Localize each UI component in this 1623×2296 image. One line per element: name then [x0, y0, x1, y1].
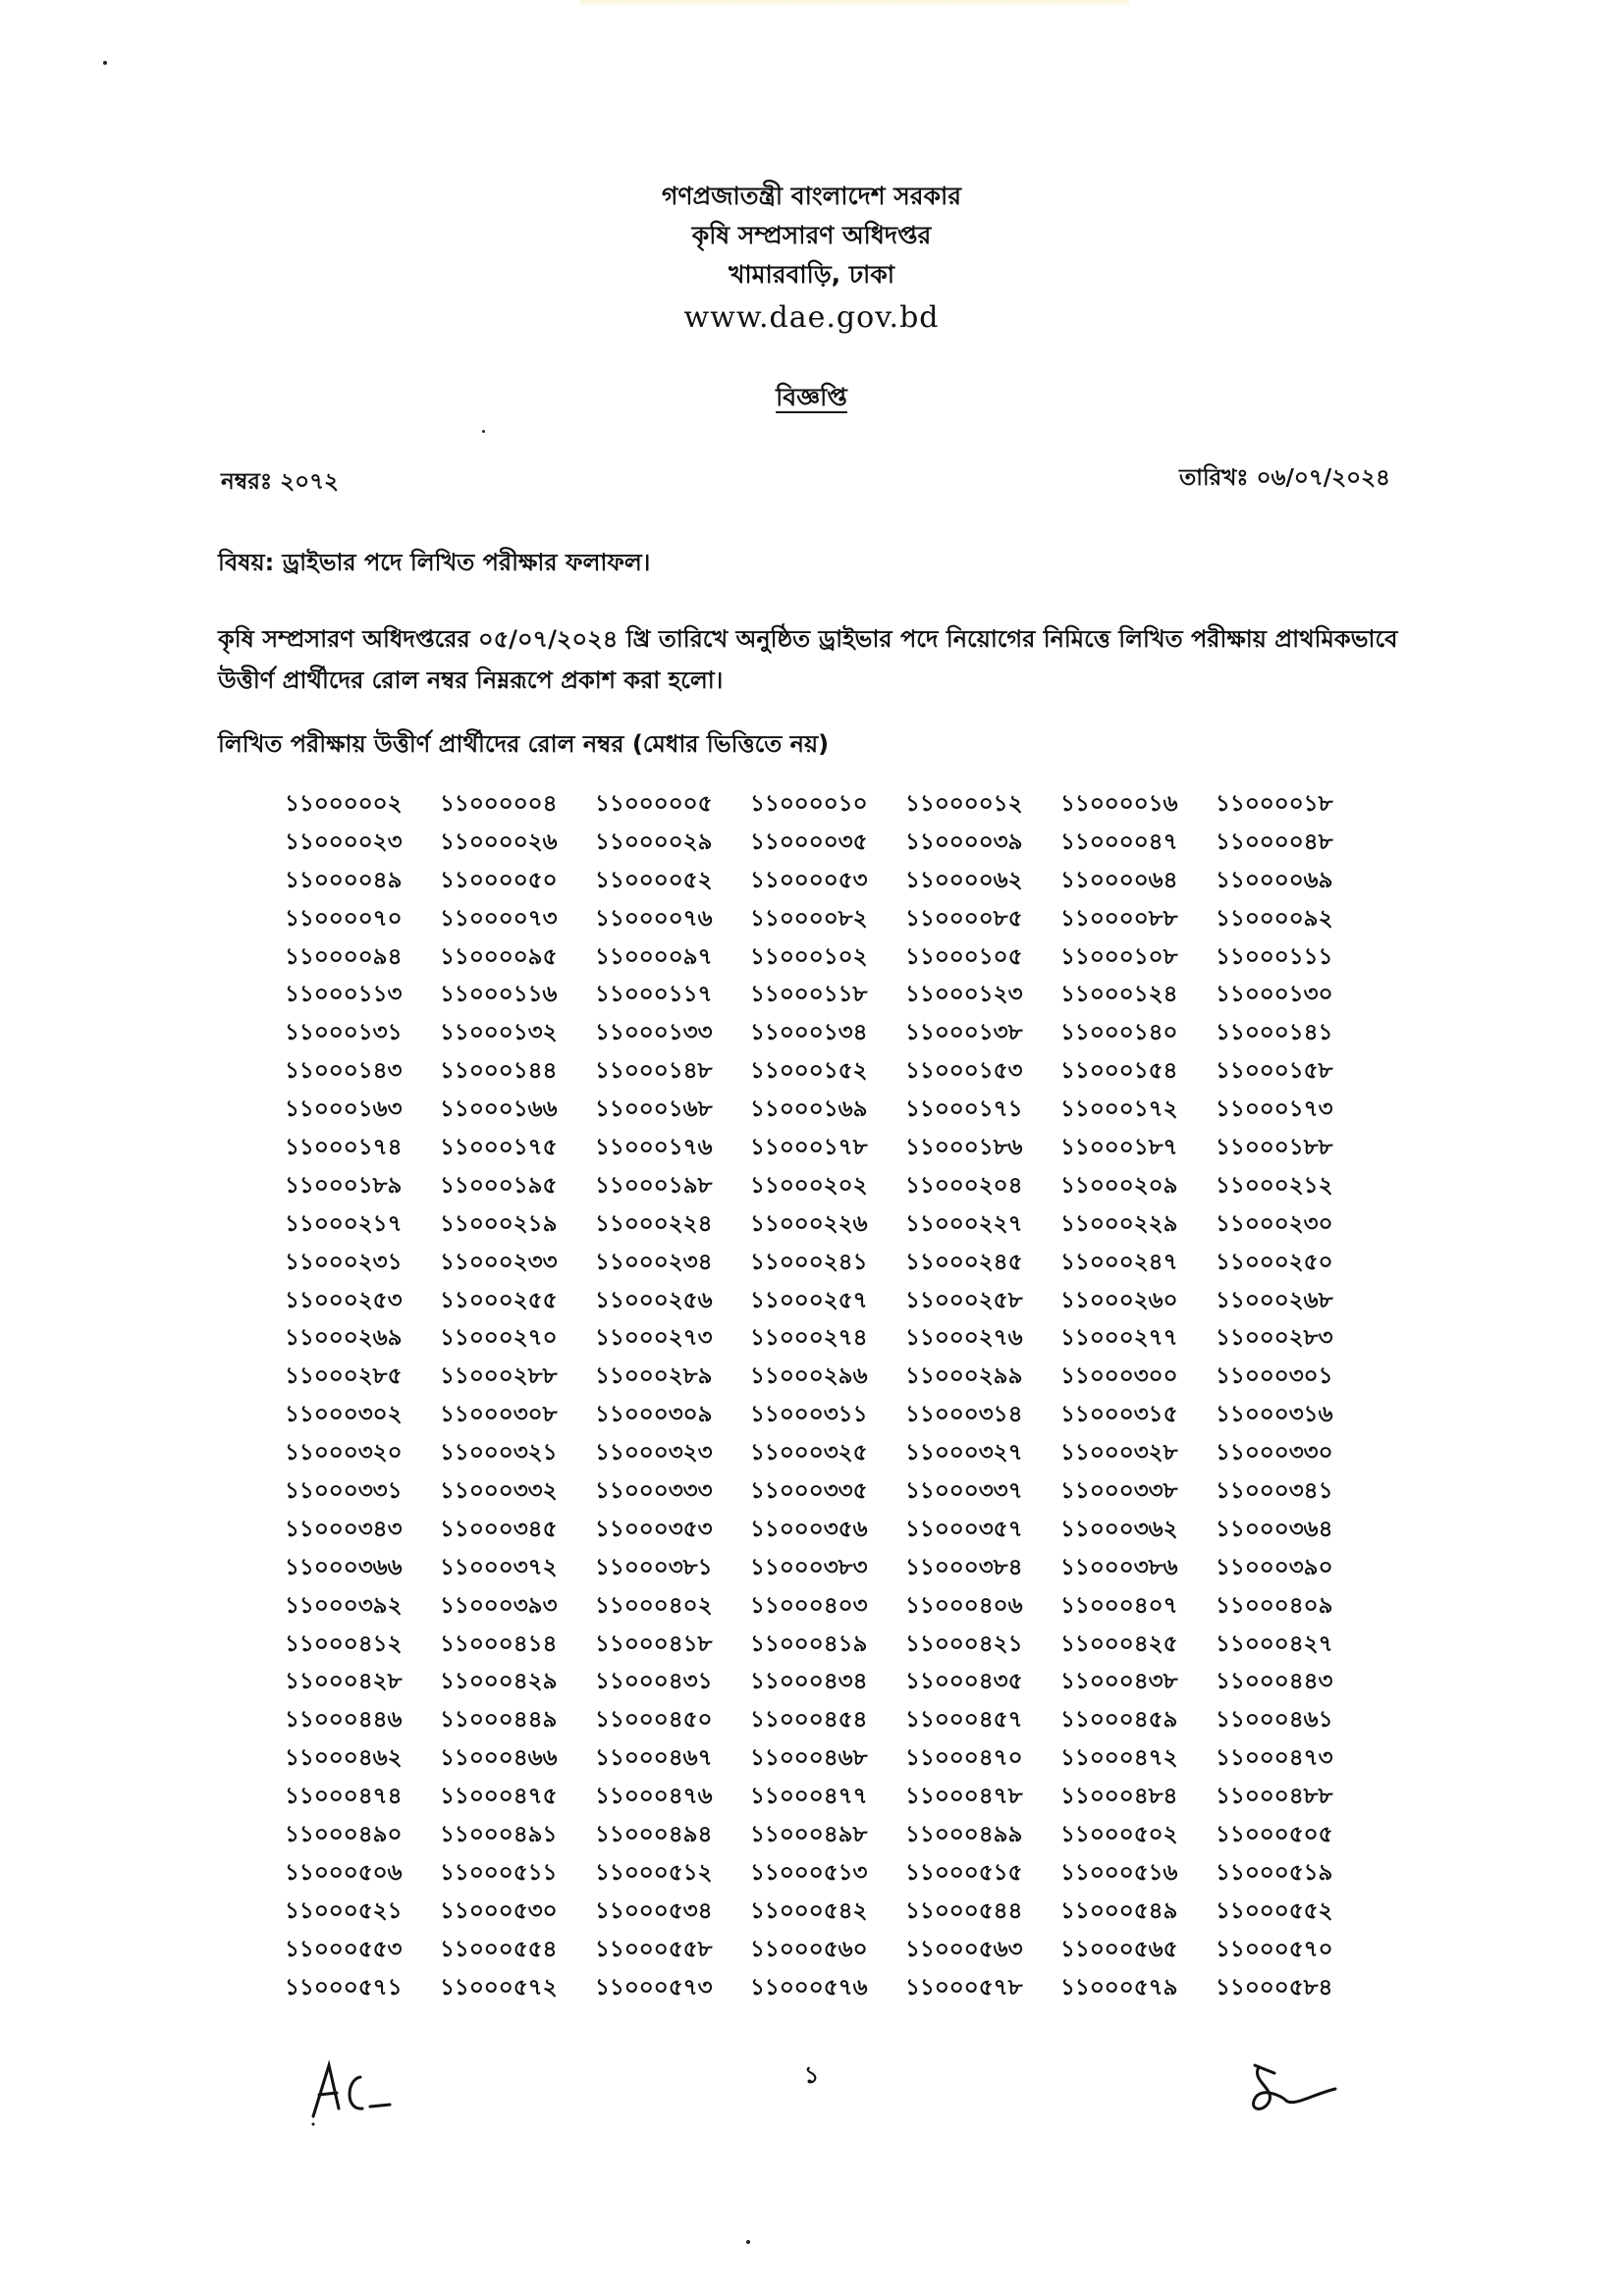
- roll-number: ১১০০০৪৫৪: [750, 1707, 868, 1734]
- roll-number: ১১০০০০৯২: [1216, 905, 1333, 932]
- roll-number: ১১০০০৫৭৮: [905, 1974, 1023, 2001]
- roll-number: ১১০০০০৫৩: [750, 867, 868, 893]
- roll-number: ১১০০০২১৯: [440, 1210, 558, 1237]
- roll-number: ১১০০০২২৯: [1060, 1210, 1178, 1237]
- roll-number: ১১০০০৪৪৩: [1216, 1669, 1333, 1695]
- roll-number: ১১০০০৩২৩: [595, 1440, 713, 1467]
- roll-number: ১১০০০০০৫: [595, 791, 713, 817]
- scan-smudge: [579, 0, 1129, 8]
- roll-number: ১১০০০৩৫৭: [905, 1516, 1023, 1542]
- roll-number: ১১০০০৩০২: [285, 1402, 403, 1428]
- roll-number: ১১০০০৫১২: [595, 1859, 713, 1886]
- roll-number: ১১০০০৪২৫: [1060, 1630, 1178, 1657]
- roll-number: ১১০০০২৪১: [750, 1249, 868, 1275]
- page-number: ১: [803, 2061, 820, 2089]
- roll-number: ১১০০০৫১৫: [905, 1859, 1023, 1886]
- roll-number: ১১০০০৩৮৬: [1060, 1554, 1178, 1580]
- roll-number: ১১০০০৩২৭: [905, 1440, 1023, 1467]
- roll-number-table: [285, 785, 1375, 2007]
- roll-number: ১১০০০৪৩৪: [750, 1669, 868, 1695]
- roll-list-heading: লিখিত পরীক্ষায় উত্তীর্ণ প্রার্থীদের রোল নম্বর (মেধার ভিত্তিতে নয়): [218, 730, 830, 758]
- roll-number: ১১০০০৩০৮: [440, 1402, 558, 1428]
- roll-number: ১১০০০৩৩৫: [750, 1478, 868, 1505]
- roll-number: ১১০০০১৩৮: [905, 1020, 1023, 1046]
- roll-number: ১১০০০২১২: [1216, 1172, 1333, 1199]
- roll-number: ১১০০০৪০২: [595, 1592, 713, 1619]
- roll-number: ১১০০০১২৪: [1060, 982, 1178, 1008]
- roll-number: ১১০০০২২৭: [905, 1210, 1023, 1237]
- signature-left: [309, 2059, 417, 2128]
- roll-number: ১১০০০২৪৭: [1060, 1249, 1178, 1275]
- roll-number: ১১০০০৩২১: [440, 1440, 558, 1467]
- roll-number: ১১০০০২৩৪: [595, 1249, 713, 1275]
- roll-number: ১১০০০৪৬১: [1216, 1707, 1333, 1734]
- roll-number: ১১০০০৪২১: [905, 1630, 1023, 1657]
- roll-number: ১১০০০১৮৯: [285, 1172, 403, 1199]
- letterhead: [0, 177, 1623, 340]
- roll-number: ১১০০০৩৩০: [1216, 1440, 1333, 1467]
- roll-number: ১১০০০১৫২: [750, 1058, 868, 1085]
- roll-number: ১১০০০২৫৮: [905, 1287, 1023, 1313]
- roll-number: ১১০০০২৬৮: [1216, 1287, 1333, 1313]
- roll-number: ১১০০০৪১৪: [440, 1630, 558, 1657]
- roll-number: ১১০০০৫১৯: [1216, 1859, 1333, 1886]
- roll-number: ১১০০০৫৫৮: [595, 1936, 713, 1962]
- roll-number: ১১০০০৩৮১: [595, 1554, 713, 1580]
- roll-number: ১১০০০৪২৮: [285, 1669, 403, 1695]
- roll-number: ১১০০০১৮৭: [1060, 1135, 1178, 1161]
- roll-number: ১১০০০৪০৬: [905, 1592, 1023, 1619]
- roll-number: ১১০০০৪৭৫: [440, 1784, 558, 1810]
- memo-date: তারিখঃ ০৬/০৭/২০২৪: [1179, 465, 1390, 491]
- roll-number: ১১০০০০৭৬: [595, 905, 713, 932]
- roll-number: ১১০০০৩৩২: [440, 1478, 558, 1505]
- roll-number: ১১০০০২৫৭: [750, 1287, 868, 1313]
- roll-number: ১১০০০০৫২: [595, 867, 713, 893]
- roll-number: ১১০০০৪৬৭: [595, 1745, 713, 1772]
- roll-number: ১১০০০৫৫৪: [440, 1936, 558, 1962]
- roll-number: ১১০০০০৩৯: [905, 828, 1023, 855]
- roll-number: ১১০০০২৮৮: [440, 1363, 558, 1390]
- roll-number: ১১০০০১১৬: [440, 982, 558, 1008]
- roll-number: ১১০০০৪৯৯: [905, 1822, 1023, 1848]
- roll-number: ১১০০০০১৬: [1060, 791, 1178, 817]
- roll-number: ১১০০০৪৯১: [440, 1822, 558, 1848]
- roll-number: ১১০০০৫১৬: [1060, 1859, 1178, 1886]
- roll-number: ১১০০০২৩১: [285, 1249, 403, 1275]
- roll-number: ১১০০০০৮৫: [905, 905, 1023, 932]
- roll-number: ১১০০০১১৭: [595, 982, 713, 1008]
- roll-number: ১১০০০২২৬: [750, 1210, 868, 1237]
- roll-number: ১১০০০৩০৯: [595, 1402, 713, 1428]
- roll-number: ১১০০০৫২১: [285, 1897, 403, 1924]
- roll-number: ১১০০০০৯৭: [595, 943, 713, 970]
- roll-number: ১১০০০৪২৯: [440, 1669, 558, 1695]
- roll-number: ১১০০০৩৫৩: [595, 1516, 713, 1542]
- roll-number: ১১০০০২৮৩: [1216, 1325, 1333, 1352]
- roll-number: ১১০০০৫০২: [1060, 1822, 1178, 1848]
- roll-number: ১১০০০৪৩১: [595, 1669, 713, 1695]
- roll-number: ১১০০০৪২৭: [1216, 1630, 1333, 1657]
- roll-number: ১১০০০১৯৫: [440, 1172, 558, 1199]
- roll-number: ১১০০০০৬২: [905, 867, 1023, 893]
- roll-number: ১১০০০১৫৪: [1060, 1058, 1178, 1085]
- roll-number: ১১০০০০৪৮: [1216, 828, 1333, 855]
- roll-number: ১১০০০৪৭৩: [1216, 1745, 1333, 1772]
- roll-number: ১১০০০৪৭৭: [750, 1784, 868, 1810]
- roll-number: ১১০০০০২৬: [440, 828, 558, 855]
- roll-number: ১১০০০৫৫২: [1216, 1897, 1333, 1924]
- roll-number: ১১০০০০১২: [905, 791, 1023, 817]
- roll-number: ১১০০০৪৩৫: [905, 1669, 1023, 1695]
- roll-number: ১১০০০৫৩০: [440, 1897, 558, 1924]
- roll-number: ১১০০০৩৫৬: [750, 1516, 868, 1542]
- roll-number: ১১০০০২৮৫: [285, 1363, 403, 1390]
- roll-number: ১১০০০৪৯৮: [750, 1822, 868, 1848]
- roll-number: ১১০০০০৭৩: [440, 905, 558, 932]
- roll-number: ১১০০০৪৭৬: [595, 1784, 713, 1810]
- roll-number: ১১০০০৪০৯: [1216, 1592, 1333, 1619]
- roll-number: ১১০০০৪৮৮: [1216, 1784, 1333, 1810]
- roll-number: ১১০০০৫৪৪: [905, 1897, 1023, 1924]
- roll-number: ১১০০০১৮৬: [905, 1135, 1023, 1161]
- roll-number: ১১০০০১৭৬: [595, 1135, 713, 1161]
- roll-number: ১১০০০৩৮৪: [905, 1554, 1023, 1580]
- roll-number: ১১০০০৫৬০: [750, 1936, 868, 1962]
- roll-number: ১১০০০১৬৮: [595, 1096, 713, 1123]
- memo-number: নম্বরঃ ২০৭২: [221, 469, 340, 495]
- roll-number: ১১০০০৩৮৩: [750, 1554, 868, 1580]
- roll-number: ১১০০০৫১৩: [750, 1859, 868, 1886]
- roll-number: ১১০০০২১৭: [285, 1210, 403, 1237]
- roll-number: ১১০০০৫৫৩: [285, 1936, 403, 1962]
- roll-number: ১১০০০৪৭৮: [905, 1784, 1023, 1810]
- roll-number: ১১০০০০২৯: [595, 828, 713, 855]
- roll-number: ১১০০০১৪১: [1216, 1020, 1333, 1046]
- roll-number: ১১০০০৩১১: [750, 1402, 868, 1428]
- notice-title: [0, 378, 1623, 420]
- roll-number: ১১০০০৩১৬: [1216, 1402, 1333, 1428]
- roll-number: ১১০০০২৩০: [1216, 1210, 1333, 1237]
- roll-number: ১১০০০৪৭২: [1060, 1745, 1178, 1772]
- roll-number: ১১০০০৫০৫: [1216, 1822, 1333, 1848]
- roll-number: ১১০০০৪৭০: [905, 1745, 1023, 1772]
- roll-number: ১১০০০৪৬৮: [750, 1745, 868, 1772]
- roll-number: ১১০০০০৯৪: [285, 943, 403, 970]
- roll-number: ১১০০০১৫৩: [905, 1058, 1023, 1085]
- roll-number: ১১০০০২৬০: [1060, 1287, 1178, 1313]
- roll-number: ১১০০০২৬৯: [285, 1325, 403, 1352]
- roll-number: ১১০০০১৩২: [440, 1020, 558, 1046]
- roll-number: ১১০০০১৩১: [285, 1020, 403, 1046]
- roll-number: ১১০০০১২৩: [905, 982, 1023, 1008]
- signature-right: [1247, 2059, 1345, 2128]
- roll-number: ১১০০০২৭৩: [595, 1325, 713, 1352]
- roll-number: ১১০০০০৪৭: [1060, 828, 1178, 855]
- roll-number: ১১০০০৪৫৭: [905, 1707, 1023, 1734]
- body-paragraph: কৃষি সম্প্রসারণ অধিদপ্তরের ০৫/০৭/২০২৪ খ্রি তারিখে অনুষ্ঠিত ড্রাইভার পদে নিয়োগের নিমিত্তে লিখিত পরীক্ষায় প্রাথমিকভাবে উত্তীর্ণ প্রার্থীদের রোল নম্বর নিম্নরূপে প্রকাশ করা হলো।: [218, 625, 1398, 694]
- roll-number: ১১০০০১৩০: [1216, 982, 1333, 1008]
- roll-number: ১১০০০০৪৯: [285, 867, 403, 893]
- roll-number: ১১০০০১৫৮: [1216, 1058, 1333, 1085]
- roll-number: ১১০০০০৮২: [750, 905, 868, 932]
- roll-number: ১১০০০০৮৮: [1060, 905, 1178, 932]
- roll-number: ১১০০০০০৪: [440, 791, 558, 817]
- roll-number: ১১০০০৩২৮: [1060, 1440, 1178, 1467]
- roll-number: ১১০০০৪১৮: [595, 1630, 713, 1657]
- roll-number: ১১০০০৩৩৮: [1060, 1478, 1178, 1505]
- roll-number: ১১০০০২৯৬: [750, 1363, 868, 1390]
- roll-number: ১১০০০৪৮৪: [1060, 1784, 1178, 1810]
- roll-number: ১১০০০২৫৬: [595, 1287, 713, 1313]
- roll-number: ১১০০০৩৪৩: [285, 1516, 403, 1542]
- roll-number: ১১০০০২২৪: [595, 1210, 713, 1237]
- roll-number: ১১০০০৪০৩: [750, 1592, 868, 1619]
- roll-number: ১১০০০১১৩: [285, 982, 403, 1008]
- roll-number: ১১০০০১৩৩: [595, 1020, 713, 1046]
- roll-number: ১১০০০১৪৮: [595, 1058, 713, 1085]
- roll-number: ১১০০০২০২: [750, 1172, 868, 1199]
- roll-number: ১১০০০৩২৫: [750, 1440, 868, 1467]
- roll-number: ১১০০০৪৫০: [595, 1707, 713, 1734]
- roll-number: ১১০০০২৫৩: [285, 1287, 403, 1313]
- roll-number: ১১০০০১৭৪: [285, 1135, 403, 1161]
- roll-number: ১১০০০৩৯২: [285, 1592, 403, 1619]
- roll-number: ১১০০০২৮৯: [595, 1363, 713, 1390]
- roll-number: ১১০০০২৫৫: [440, 1287, 558, 1313]
- roll-number: ১১০০০৪৫৯: [1060, 1707, 1178, 1734]
- roll-number: ১১০০০৩৩৭: [905, 1478, 1023, 1505]
- roll-number: ১১০০০৫৬৩: [905, 1936, 1023, 1962]
- roll-number: ১১০০০১১৮: [750, 982, 868, 1008]
- roll-number: ১১০০০৪০৭: [1060, 1592, 1178, 1619]
- roll-number: ১১০০০৪৭৪: [285, 1784, 403, 1810]
- roll-number: ১১০০০১৬৩: [285, 1096, 403, 1123]
- roll-number: ১১০০০২০৯: [1060, 1172, 1178, 1199]
- roll-number: ১১০০০৩৭২: [440, 1554, 558, 1580]
- roll-number: ১১০০০১৭২: [1060, 1096, 1178, 1123]
- roll-number: ১১০০০০১৮: [1216, 791, 1333, 817]
- roll-number: ১১০০০৩৬৪: [1216, 1516, 1333, 1542]
- roll-number: ১১০০০২৭৭: [1060, 1325, 1178, 1352]
- roll-number: ১১০০০৩৪১: [1216, 1478, 1333, 1505]
- roll-number: ১১০০০৩৩১: [285, 1478, 403, 1505]
- roll-number: ১১০০০৪৬২: [285, 1745, 403, 1772]
- roll-number: ১১০০০৫৩৪: [595, 1897, 713, 1924]
- roll-number: ১১০০০০০২: [285, 791, 403, 817]
- roll-number: ১১০০০১৭৫: [440, 1135, 558, 1161]
- roll-number: ১১০০০৫৭০: [1216, 1936, 1333, 1962]
- roll-number: ১১০০০১১১: [1216, 943, 1333, 970]
- roll-number: ১১০০০১৩৪: [750, 1020, 868, 1046]
- office-address: খামারবাড়ি, ঢাকা: [728, 260, 895, 289]
- department-name: কৃষি সম্প্রসারণ অধিদপ্তর: [691, 221, 932, 249]
- roll-number: ১১০০০৫৪২: [750, 1897, 868, 1924]
- roll-number: ১১০০০২০৪: [905, 1172, 1023, 1199]
- roll-number: ১১০০০১৯৮: [595, 1172, 713, 1199]
- roll-number: ১১০০০৩১৪: [905, 1402, 1023, 1428]
- roll-number: ১১০০০১৪৪: [440, 1058, 558, 1085]
- roll-number: ১১০০০০৬৪: [1060, 867, 1178, 893]
- roll-number: ১১০০০৫০৬: [285, 1859, 403, 1886]
- roll-number: ১১০০০৩৬৬: [285, 1554, 403, 1580]
- roll-number: ১১০০০২৪৫: [905, 1249, 1023, 1275]
- roll-number: ১১০০০০৫০: [440, 867, 558, 893]
- roll-number: ১১০০০০১০: [750, 791, 868, 817]
- roll-number: ১১০০০১৬৬: [440, 1096, 558, 1123]
- roll-number: ১১০০০৩৬২: [1060, 1516, 1178, 1542]
- roll-number: ১১০০০৩৯০: [1216, 1554, 1333, 1580]
- roll-number: ১১০০০০২৩: [285, 828, 403, 855]
- roll-number: ১১০০০৩৩৩: [595, 1478, 713, 1505]
- roll-number: ১১০০০১৮৮: [1216, 1135, 1333, 1161]
- govt-name: গণপ্রজাতন্ত্রী বাংলাদেশ সরকার: [662, 182, 961, 210]
- roll-number: ১১০০০৩৯৩: [440, 1592, 558, 1619]
- roll-number: ১১০০০৩২০: [285, 1440, 403, 1467]
- roll-number: ১১০০০৪৯০: [285, 1822, 403, 1848]
- roll-number: ১১০০০৪৬৬: [440, 1745, 558, 1772]
- roll-number: ১১০০০৪১২: [285, 1630, 403, 1657]
- roll-number: ১১০০০২৯৯: [905, 1363, 1023, 1390]
- roll-number: ১১০০০৪৩৮: [1060, 1669, 1178, 1695]
- roll-number: ১১০০০৫৭২: [440, 1974, 558, 2001]
- roll-number: ১১০০০১০৮: [1060, 943, 1178, 970]
- scan-speck: [103, 61, 107, 65]
- roll-number: ১১০০০১৭১: [905, 1096, 1023, 1123]
- roll-number: ১১০০০৫৭১: [285, 1974, 403, 2001]
- notice-title-text: বিজ্ঞপ্তি: [776, 383, 847, 411]
- roll-number: ১১০০০৩৪৫: [440, 1516, 558, 1542]
- subject-line: বিষয়: ড্রাইভার পদে লিখিত পরীক্ষার ফলাফল।: [218, 549, 651, 576]
- roll-number: ১১০০০৫৭৯: [1060, 1974, 1178, 2001]
- roll-number: ১১০০০০৭০: [285, 905, 403, 932]
- roll-number: ১১০০০৩০০: [1060, 1363, 1178, 1390]
- roll-number: ১১০০০৫১১: [440, 1859, 558, 1886]
- roll-number: ১১০০০৫৮৪: [1216, 1974, 1333, 2001]
- roll-number: ১১০০০৩০১: [1216, 1363, 1333, 1390]
- roll-number: ১১০০০২৭৬: [905, 1325, 1023, 1352]
- roll-number: ১১০০০১০৫: [905, 943, 1023, 970]
- roll-number: ১১০০০২৫০: [1216, 1249, 1333, 1275]
- roll-number: ১১০০০৪৪৯: [440, 1707, 558, 1734]
- roll-number: ১১০০০১৪৩: [285, 1058, 403, 1085]
- roll-number: ১১০০০০৬৯: [1216, 867, 1333, 893]
- roll-number: ১১০০০৫৪৯: [1060, 1897, 1178, 1924]
- roll-number: ১১০০০১৭৩: [1216, 1096, 1333, 1123]
- website-url: www.dae.gov.bd: [683, 300, 940, 335]
- roll-number: ১১০০০৩১৫: [1060, 1402, 1178, 1428]
- roll-number: ১১০০০১০২: [750, 943, 868, 970]
- roll-number: ১১০০০১৬৯: [750, 1096, 868, 1123]
- roll-number: ১১০০০২৩৩: [440, 1249, 558, 1275]
- scan-speck: [482, 430, 485, 433]
- scan-speck: [746, 2240, 750, 2244]
- roll-number: ১১০০০৪৪৬: [285, 1707, 403, 1734]
- roll-number: ১১০০০০৯৫: [440, 943, 558, 970]
- roll-number: ১১০০০৫৭৬: [750, 1974, 868, 2001]
- roll-number: ১১০০০৫৬৫: [1060, 1936, 1178, 1962]
- roll-number: ১১০০০১৪০: [1060, 1020, 1178, 1046]
- roll-number: ১১০০০৪৯৪: [595, 1822, 713, 1848]
- roll-number: ১১০০০৪১৯: [750, 1630, 868, 1657]
- roll-number: ১১০০০০৩৫: [750, 828, 868, 855]
- roll-number: ১১০০০২৭৪: [750, 1325, 868, 1352]
- roll-number: ১১০০০২৭০: [440, 1325, 558, 1352]
- roll-number: ১১০০০৫৭৩: [595, 1974, 713, 2001]
- roll-number: ১১০০০১৭৮: [750, 1135, 868, 1161]
